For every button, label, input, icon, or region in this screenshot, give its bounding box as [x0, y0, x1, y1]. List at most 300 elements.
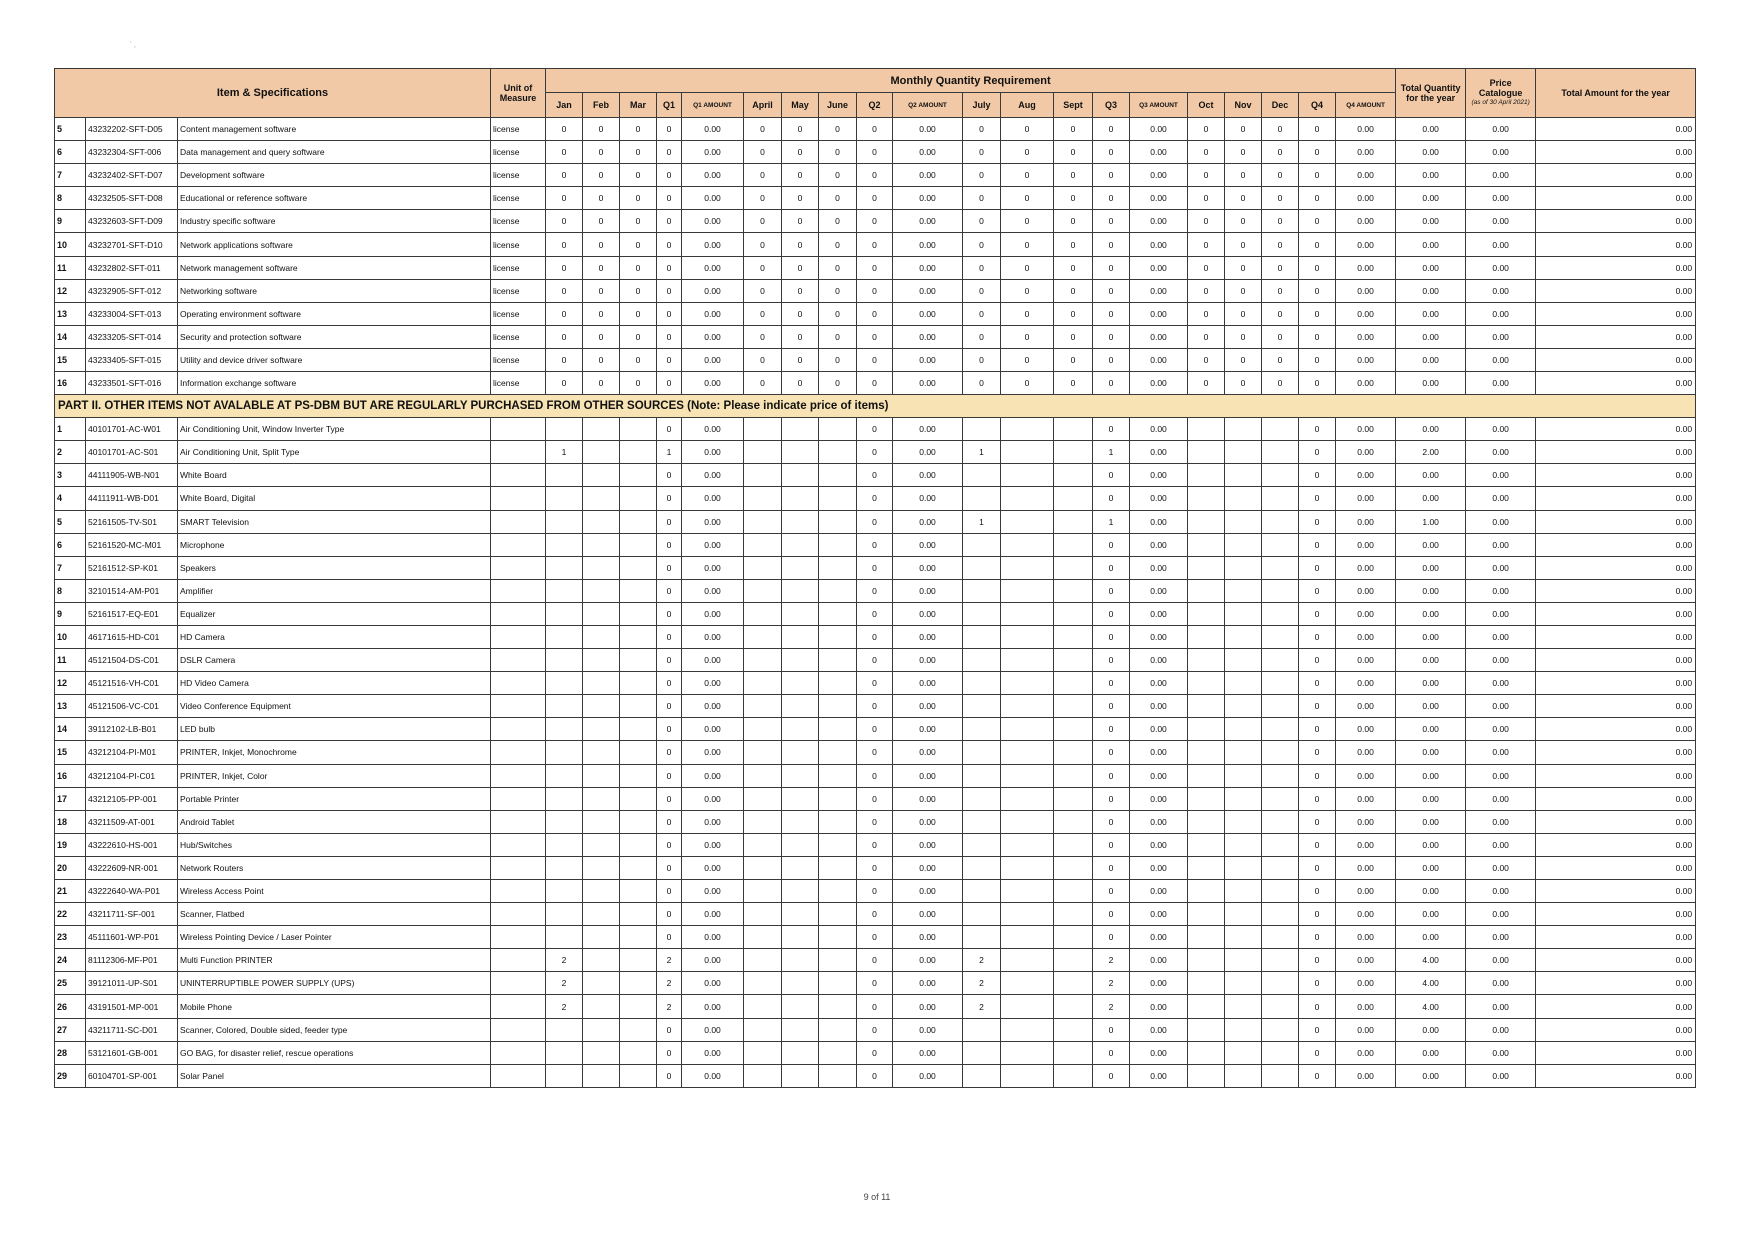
quantity-cell: 0	[583, 141, 620, 164]
quantity-cell: 0	[963, 279, 1001, 302]
price-cell: 0.00	[1466, 880, 1536, 903]
quantity-cell	[963, 602, 1001, 625]
price-cell: 0.00	[1466, 510, 1536, 533]
item-description: Wireless Pointing Device / Laser Pointer	[178, 926, 491, 949]
unit-of-measure: license	[491, 302, 546, 325]
quantity-cell: 0.00	[1336, 764, 1396, 787]
table-row	[55, 510, 1696, 533]
quantity-cell	[819, 787, 857, 810]
quantity-cell	[1262, 995, 1299, 1018]
quantity-cell	[620, 718, 657, 741]
quantity-cell: 0	[857, 118, 893, 141]
quantity-cell: 0.00	[893, 995, 963, 1018]
part2-header-row	[55, 395, 1696, 418]
quantity-cell: 0.00	[893, 441, 963, 464]
quantity-cell: 0	[1299, 602, 1336, 625]
row-number: 20	[55, 856, 86, 879]
quantity-cell: 0	[657, 325, 682, 348]
quantity-cell: 0	[1262, 256, 1299, 279]
quantity-cell: 0	[1299, 903, 1336, 926]
header-month: May	[782, 93, 819, 118]
quantity-cell: 0	[782, 187, 819, 210]
header-month: Oct	[1188, 93, 1225, 118]
quantity-cell: 0	[857, 833, 893, 856]
quantity-cell: 0	[1299, 833, 1336, 856]
price-cell: 0.00	[1466, 579, 1536, 602]
quantity-cell: 0	[657, 302, 682, 325]
quantity-cell	[1054, 1041, 1093, 1064]
quantity-cell	[1225, 972, 1262, 995]
table-row	[55, 972, 1696, 995]
quantity-cell: 0	[583, 256, 620, 279]
quantity-cell	[782, 510, 819, 533]
unit-of-measure	[491, 764, 546, 787]
quantity-cell: 0	[1299, 995, 1336, 1018]
total-amount: 0.00	[1536, 1041, 1696, 1064]
quantity-cell: 0	[857, 787, 893, 810]
total-amount: 0.00	[1536, 348, 1696, 371]
quantity-cell	[1054, 764, 1093, 787]
table-row	[55, 810, 1696, 833]
price-cell: 0.00	[1466, 672, 1536, 695]
item-code: 43212104-PI-M01	[86, 741, 178, 764]
quantity-cell	[1225, 510, 1262, 533]
quantity-cell: 0	[1001, 279, 1054, 302]
quantity-cell: 0	[1093, 810, 1130, 833]
quantity-cell	[1225, 533, 1262, 556]
row-number: 7	[55, 164, 86, 187]
quantity-cell: 0	[657, 649, 682, 672]
unit-of-measure	[491, 903, 546, 926]
quantity-cell: 0.00	[1336, 1018, 1396, 1041]
table-row	[55, 672, 1696, 695]
item-description: Network Routers	[178, 856, 491, 879]
total-quantity: 0.00	[1396, 926, 1466, 949]
quantity-cell	[1054, 441, 1093, 464]
quantity-cell: 0	[1262, 348, 1299, 371]
quantity-cell	[583, 695, 620, 718]
quantity-cell: 0.00	[682, 810, 744, 833]
quantity-cell	[1262, 764, 1299, 787]
item-description: Portable Printer	[178, 787, 491, 810]
quantity-cell	[744, 625, 782, 648]
quantity-cell: 0.00	[1336, 903, 1396, 926]
quantity-cell: 0.00	[682, 949, 744, 972]
quantity-cell: 0	[657, 210, 682, 233]
quantity-cell: 0	[963, 210, 1001, 233]
quantity-cell	[546, 856, 583, 879]
total-amount: 0.00	[1536, 1064, 1696, 1087]
quantity-cell	[782, 1064, 819, 1087]
quantity-cell: 0	[1299, 1041, 1336, 1064]
quantity-cell: 0	[1001, 210, 1054, 233]
quantity-cell: 0	[819, 118, 857, 141]
unit-of-measure: license	[491, 164, 546, 187]
quantity-cell: 0.00	[682, 1018, 744, 1041]
item-description: Air Conditioning Unit, Window Inverter Type	[178, 418, 491, 441]
quantity-cell	[1262, 1064, 1299, 1087]
quantity-cell: 0.00	[1336, 833, 1396, 856]
row-number: 6	[55, 141, 86, 164]
total-amount: 0.00	[1536, 741, 1696, 764]
quantity-cell: 0.00	[1336, 787, 1396, 810]
quantity-cell: 0.00	[893, 164, 963, 187]
total-quantity: 0.00	[1396, 672, 1466, 695]
quantity-cell: 0.00	[1130, 233, 1188, 256]
quantity-cell	[744, 949, 782, 972]
quantity-cell	[620, 672, 657, 695]
quantity-cell: 0	[857, 856, 893, 879]
quantity-cell: 0	[546, 256, 583, 279]
page-number: 9 of 11	[863, 1192, 891, 1202]
unit-of-measure	[491, 833, 546, 856]
quantity-cell: 0	[657, 602, 682, 625]
quantity-cell: 0	[620, 348, 657, 371]
quantity-cell: 0	[1225, 210, 1262, 233]
total-quantity: 0.00	[1396, 210, 1466, 233]
price-cell: 0.00	[1466, 279, 1536, 302]
row-number: 17	[55, 787, 86, 810]
quantity-cell: 0	[963, 118, 1001, 141]
quantity-cell	[1188, 926, 1225, 949]
quantity-cell	[744, 741, 782, 764]
item-description: Educational or reference software	[178, 187, 491, 210]
quantity-cell	[620, 510, 657, 533]
quantity-cell: 0	[963, 233, 1001, 256]
quantity-cell: 0	[1299, 464, 1336, 487]
header-month: Q2	[857, 93, 893, 118]
quantity-cell	[744, 764, 782, 787]
quantity-cell: 0	[620, 118, 657, 141]
total-quantity: 0.00	[1396, 233, 1466, 256]
quantity-cell	[1188, 787, 1225, 810]
table-row	[55, 995, 1696, 1018]
total-quantity: 0.00	[1396, 256, 1466, 279]
quantity-cell	[744, 787, 782, 810]
quantity-cell	[620, 764, 657, 787]
quantity-cell: 0.00	[893, 856, 963, 879]
quantity-cell	[782, 856, 819, 879]
quantity-cell: 0	[657, 418, 682, 441]
quantity-cell	[1225, 995, 1262, 1018]
total-quantity: 0.00	[1396, 325, 1466, 348]
quantity-cell	[1262, 880, 1299, 903]
quantity-cell: 0	[583, 325, 620, 348]
quantity-cell: 0	[1299, 1018, 1336, 1041]
quantity-cell: 0	[857, 810, 893, 833]
quantity-cell: 0	[1299, 118, 1336, 141]
price-cell: 0.00	[1466, 256, 1536, 279]
quantity-cell: 0	[1093, 764, 1130, 787]
item-code: 52161512-SP-K01	[86, 556, 178, 579]
item-code: 43232202-SFT-D05	[86, 118, 178, 141]
quantity-cell	[1262, 441, 1299, 464]
unit-of-measure	[491, 441, 546, 464]
quantity-cell: 0.00	[682, 972, 744, 995]
total-quantity: 0.00	[1396, 487, 1466, 510]
quantity-cell: 0	[583, 279, 620, 302]
quantity-cell: 0	[657, 903, 682, 926]
quantity-cell	[819, 625, 857, 648]
quantity-cell: 0.00	[682, 533, 744, 556]
quantity-cell: 0	[963, 164, 1001, 187]
table-row	[55, 372, 1696, 395]
table-row	[55, 718, 1696, 741]
unit-of-measure	[491, 1018, 546, 1041]
table-row	[55, 625, 1696, 648]
quantity-cell	[583, 833, 620, 856]
total-amount: 0.00	[1536, 279, 1696, 302]
quantity-cell	[1001, 487, 1054, 510]
quantity-cell	[1188, 695, 1225, 718]
quantity-cell: 0.00	[682, 833, 744, 856]
row-number: 14	[55, 718, 86, 741]
quantity-cell	[1225, 602, 1262, 625]
quantity-cell: 0.00	[682, 649, 744, 672]
quantity-cell: 0.00	[1130, 695, 1188, 718]
row-number: 21	[55, 880, 86, 903]
quantity-cell: 0	[1225, 348, 1262, 371]
quantity-cell: 0	[857, 187, 893, 210]
quantity-cell	[546, 649, 583, 672]
quantity-cell: 0.00	[682, 880, 744, 903]
quantity-cell	[1054, 625, 1093, 648]
quantity-cell: 0	[857, 880, 893, 903]
quantity-cell: 0.00	[1130, 949, 1188, 972]
item-description: Security and protection software	[178, 325, 491, 348]
quantity-cell	[546, 1064, 583, 1087]
quantity-cell	[1001, 464, 1054, 487]
quantity-cell	[744, 487, 782, 510]
quantity-cell: 0.00	[682, 418, 744, 441]
quantity-cell	[1225, 464, 1262, 487]
total-amount: 0.00	[1536, 926, 1696, 949]
total-amount: 0.00	[1536, 487, 1696, 510]
quantity-cell	[620, 995, 657, 1018]
quantity-cell	[1188, 741, 1225, 764]
quantity-cell	[620, 833, 657, 856]
quantity-cell	[1188, 441, 1225, 464]
quantity-cell	[1262, 1041, 1299, 1064]
quantity-cell: 0.00	[1336, 972, 1396, 995]
quantity-cell	[1188, 625, 1225, 648]
quantity-cell: 0	[1262, 279, 1299, 302]
quantity-cell: 0.00	[1130, 579, 1188, 602]
quantity-cell: 0.00	[682, 210, 744, 233]
quantity-cell: 0	[546, 372, 583, 395]
quantity-cell: 2	[657, 949, 682, 972]
price-cell: 0.00	[1466, 602, 1536, 625]
price-cell: 0.00	[1466, 810, 1536, 833]
row-number: 27	[55, 1018, 86, 1041]
quantity-cell	[1188, 510, 1225, 533]
quantity-cell: 0.00	[893, 487, 963, 510]
quantity-cell	[744, 672, 782, 695]
quantity-cell	[1001, 833, 1054, 856]
unit-of-measure	[491, 1064, 546, 1087]
quantity-cell	[583, 533, 620, 556]
price-cell: 0.00	[1466, 695, 1536, 718]
quantity-cell: 0.00	[682, 187, 744, 210]
quantity-cell	[546, 579, 583, 602]
item-code: 52161505-TV-S01	[86, 510, 178, 533]
quantity-cell: 0	[1262, 372, 1299, 395]
quantity-cell: 0	[782, 302, 819, 325]
quantity-cell	[1225, 810, 1262, 833]
quantity-cell	[1262, 903, 1299, 926]
quantity-cell: 0	[857, 441, 893, 464]
quantity-cell: 0	[546, 233, 583, 256]
quantity-cell: 2	[1093, 995, 1130, 1018]
quantity-cell	[782, 833, 819, 856]
quantity-cell: 0.00	[893, 256, 963, 279]
row-number: 16	[55, 764, 86, 787]
quantity-cell: 0	[857, 325, 893, 348]
header-month: Feb	[583, 93, 620, 118]
quantity-cell	[1225, 649, 1262, 672]
quantity-cell: 0.00	[893, 625, 963, 648]
quantity-cell	[1262, 510, 1299, 533]
quantity-cell: 0.00	[1130, 602, 1188, 625]
quantity-cell: 0	[583, 302, 620, 325]
requirements-table	[54, 68, 1696, 1088]
quantity-cell: 0	[857, 533, 893, 556]
quantity-cell: 0	[744, 187, 782, 210]
quantity-cell	[620, 533, 657, 556]
quantity-cell: 0	[1299, 510, 1336, 533]
quantity-cell: 0	[657, 118, 682, 141]
quantity-cell	[1188, 764, 1225, 787]
quantity-cell: 0	[1299, 487, 1336, 510]
quantity-cell: 0.00	[1130, 926, 1188, 949]
quantity-cell	[1188, 718, 1225, 741]
quantity-cell	[583, 810, 620, 833]
quantity-cell: 0	[1093, 649, 1130, 672]
quantity-cell: 0	[857, 625, 893, 648]
quantity-cell: 0.00	[1130, 372, 1188, 395]
quantity-cell: 0	[1299, 302, 1336, 325]
total-amount: 0.00	[1536, 233, 1696, 256]
quantity-cell: 0	[1001, 256, 1054, 279]
price-cell: 0.00	[1466, 995, 1536, 1018]
quantity-cell	[819, 995, 857, 1018]
quantity-cell	[1001, 972, 1054, 995]
item-code: 43232603-SFT-D09	[86, 210, 178, 233]
quantity-cell	[1054, 880, 1093, 903]
quantity-cell	[1001, 1018, 1054, 1041]
quantity-cell	[583, 741, 620, 764]
quantity-cell: 0	[1188, 210, 1225, 233]
quantity-cell	[1054, 741, 1093, 764]
quantity-cell	[620, 487, 657, 510]
quantity-cell	[744, 880, 782, 903]
quantity-cell	[1001, 903, 1054, 926]
quantity-cell	[782, 556, 819, 579]
table-row	[55, 787, 1696, 810]
quantity-cell: 0	[1299, 279, 1336, 302]
quantity-cell	[1225, 949, 1262, 972]
quantity-cell	[744, 418, 782, 441]
quantity-cell	[620, 1018, 657, 1041]
quantity-cell: 0.00	[1130, 348, 1188, 371]
total-amount: 0.00	[1536, 625, 1696, 648]
quantity-cell	[782, 464, 819, 487]
quantity-cell	[546, 510, 583, 533]
table-row	[55, 602, 1696, 625]
quantity-cell: 0	[744, 279, 782, 302]
row-number: 6	[55, 533, 86, 556]
quantity-cell: 0.00	[893, 464, 963, 487]
quantity-cell	[546, 533, 583, 556]
quantity-cell: 0.00	[1336, 372, 1396, 395]
item-description: GO BAG, for disaster relief, rescue operations	[178, 1041, 491, 1064]
header-month: Q1 AMOUNT	[682, 93, 744, 118]
quantity-cell: 0.00	[1130, 718, 1188, 741]
quantity-cell: 0	[657, 487, 682, 510]
quantity-cell: 0	[1093, 741, 1130, 764]
quantity-cell	[583, 880, 620, 903]
quantity-cell: 0.00	[893, 764, 963, 787]
quantity-cell	[963, 579, 1001, 602]
quantity-cell: 0.00	[893, 141, 963, 164]
quantity-cell	[782, 926, 819, 949]
quantity-cell: 0	[1093, 533, 1130, 556]
quantity-cell: 0	[1093, 348, 1130, 371]
quantity-cell: 0	[1299, 926, 1336, 949]
quantity-cell: 0.00	[682, 348, 744, 371]
total-quantity: 1.00	[1396, 510, 1466, 533]
quantity-cell	[782, 1018, 819, 1041]
quantity-cell: 0.00	[1336, 602, 1396, 625]
price-cell: 0.00	[1466, 903, 1536, 926]
quantity-cell: 0.00	[1336, 464, 1396, 487]
quantity-cell: 0.00	[1336, 741, 1396, 764]
quantity-cell	[1225, 833, 1262, 856]
quantity-cell: 0	[657, 233, 682, 256]
quantity-cell: 0.00	[1130, 141, 1188, 164]
table-row	[55, 441, 1696, 464]
quantity-cell	[1262, 533, 1299, 556]
quantity-cell	[1262, 810, 1299, 833]
quantity-cell	[1188, 579, 1225, 602]
quantity-cell: 1	[963, 510, 1001, 533]
quantity-cell: 0.00	[893, 1064, 963, 1087]
quantity-cell: 0	[1299, 187, 1336, 210]
quantity-cell: 0	[1299, 880, 1336, 903]
quantity-cell: 0.00	[682, 1064, 744, 1087]
quantity-cell	[1001, 810, 1054, 833]
quantity-cell: 0	[819, 141, 857, 164]
quantity-cell: 0	[546, 325, 583, 348]
row-number: 11	[55, 256, 86, 279]
quantity-cell: 0.00	[1130, 903, 1188, 926]
quantity-cell	[1001, 418, 1054, 441]
quantity-cell: 0.00	[682, 510, 744, 533]
quantity-cell: 0	[1054, 118, 1093, 141]
quantity-cell: 0.00	[682, 233, 744, 256]
quantity-cell	[782, 487, 819, 510]
table-row	[55, 833, 1696, 856]
quantity-cell	[744, 602, 782, 625]
quantity-cell: 0.00	[682, 141, 744, 164]
quantity-cell: 0.00	[1130, 302, 1188, 325]
header-month: April	[744, 93, 782, 118]
quantity-cell	[620, 1064, 657, 1087]
quantity-cell: 0.00	[893, 187, 963, 210]
quantity-cell: 0.00	[1130, 533, 1188, 556]
quantity-cell: 0	[1093, 787, 1130, 810]
table-row	[55, 741, 1696, 764]
